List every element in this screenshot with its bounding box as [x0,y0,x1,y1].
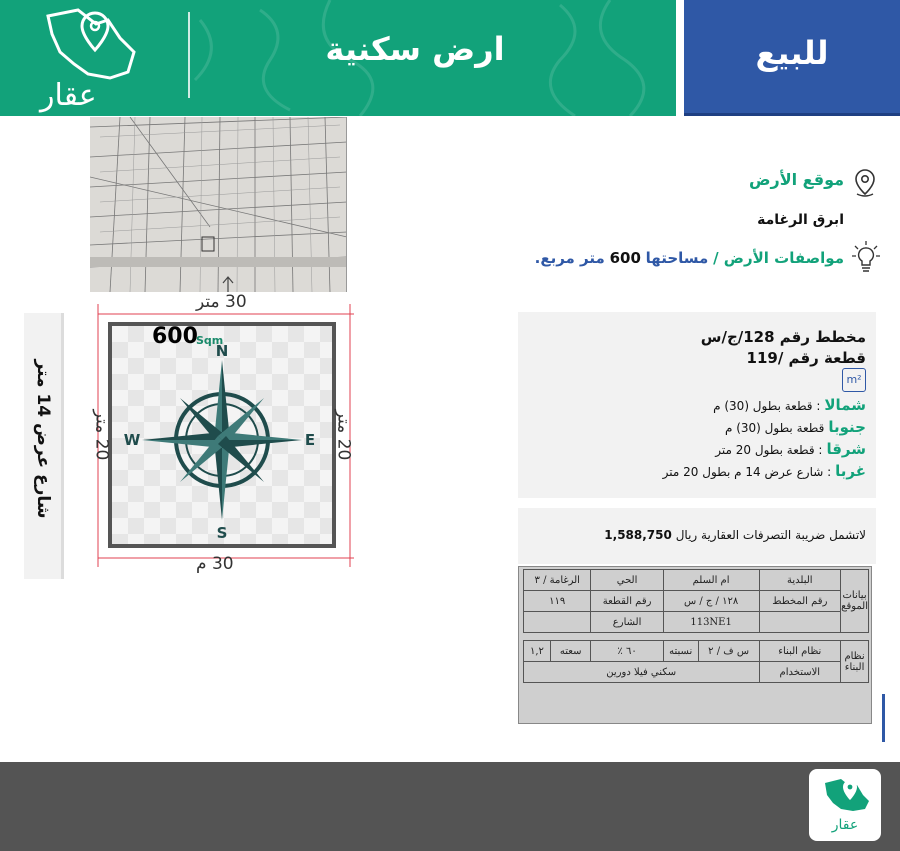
compass-s: S [216,524,228,540]
price-card [518,508,876,564]
header-divider [188,12,190,98]
doc-cell: رقم المخطط [759,591,841,612]
doc-cell: سعته [550,641,591,662]
price-line [604,528,866,542]
doc-cell: البلدية [759,570,841,591]
square-meter-icon: m² [842,368,866,392]
doc-cell: الاستخدام [759,662,841,683]
status-banner [684,0,900,116]
doc-cell: الشارع [591,612,663,633]
doc-cell: سكني فيلا دورين [524,662,760,683]
boundary-label: شمالا [824,396,866,414]
location-value: ابرق الرغامة [757,212,844,228]
boundary-label: جنوبا [828,418,866,436]
doc-cell [759,612,841,633]
location-title: موقع الأرض [748,170,844,189]
location-pin-icon [852,168,878,198]
boundary-label: غربا [835,462,866,480]
doc-cell: ١١٩ [524,591,591,612]
footer-logo [809,769,881,841]
boundary-east [715,440,866,458]
lightbulb-icon [852,240,880,274]
details-card [518,312,876,498]
document-table [523,569,869,683]
specs-area-unit: متر مربع. [534,249,605,267]
dimension-top-label: 30 متر [196,292,247,312]
doc-cell: الرغامة / ٣ [524,570,591,591]
page-title: ارض سكنية [325,30,505,68]
price-note: لاتشمل ضريبة التصرفات العقارية [701,528,866,542]
price-currency: ريال [675,528,698,542]
dimension-bottom-label: 30 م [196,554,234,574]
compass-w: W [123,431,141,449]
specs-label: مواصفات الأرض / [713,249,844,267]
specs-row [470,249,844,267]
parcel-number: قطعة رقم /119 [746,349,866,367]
header-gap [676,0,684,116]
street-strip [24,313,64,579]
doc-cell: س ف / ٢ [698,641,759,662]
plot-area-unit: Sqm [196,334,224,347]
status-label: للبيع [755,34,829,72]
boundary-west [663,462,866,480]
survey-map-drawing [90,117,347,292]
street-width-label: شارع عرض 14 متر [33,359,53,519]
doc-cell: نسبته [663,641,698,662]
doc-cell: ٦٠ ٪ [591,641,663,662]
price-amount: 1,588,750 [604,528,672,542]
boundary-label: شرقا [826,440,866,458]
aqar-map-icon [809,769,881,817]
compass-rose-icon [122,340,322,540]
boundary-text: قطعة بطول (30) م [724,421,825,435]
doc-cell: نظام البناء [759,641,841,662]
doc-cell: ام السلم [663,570,759,591]
boundary-text: : قطعة بطول (30) م [713,399,821,413]
specs-area-value: 600 [609,249,641,267]
compass-n: N [215,342,229,360]
plan-number: مخطط رقم 128/ج/س [700,328,866,346]
plot-diagram [84,292,366,577]
survey-map-image [90,117,347,292]
footer-bar [0,762,900,851]
dimension-right-label: 20 متر [333,409,354,461]
footer-brand-text: عقار [831,817,859,833]
doc-cell [524,612,591,633]
boundary-text: : قطعة بطول 20 متر [715,443,823,457]
doc-cell: الحي [591,570,663,591]
doc-cell: ١٢٨ / ج / س [663,591,759,612]
doc-cell: نظام البناء [841,641,869,683]
boundary-north [713,396,866,414]
boundary-south [725,418,866,436]
document-accent-bar [882,694,885,742]
doc-cell: ١,٢ [524,641,551,662]
compass-e: E [304,431,316,449]
header-banner [0,0,676,116]
doc-cell: 113NE1 [663,612,759,633]
doc-cell: رقم القطعة [591,591,663,612]
land-document-image [518,566,872,724]
specs-area-label: مساحتها [645,249,709,267]
plot-area-value: 600 [152,324,198,349]
boundary-text: : شارع عرض 14 م بطول 20 متر [662,465,832,479]
doc-cell: بيانات الموقع [841,570,869,633]
dimension-left-label: 20 متر [91,409,112,461]
header-brand-text: عقار [40,78,97,113]
